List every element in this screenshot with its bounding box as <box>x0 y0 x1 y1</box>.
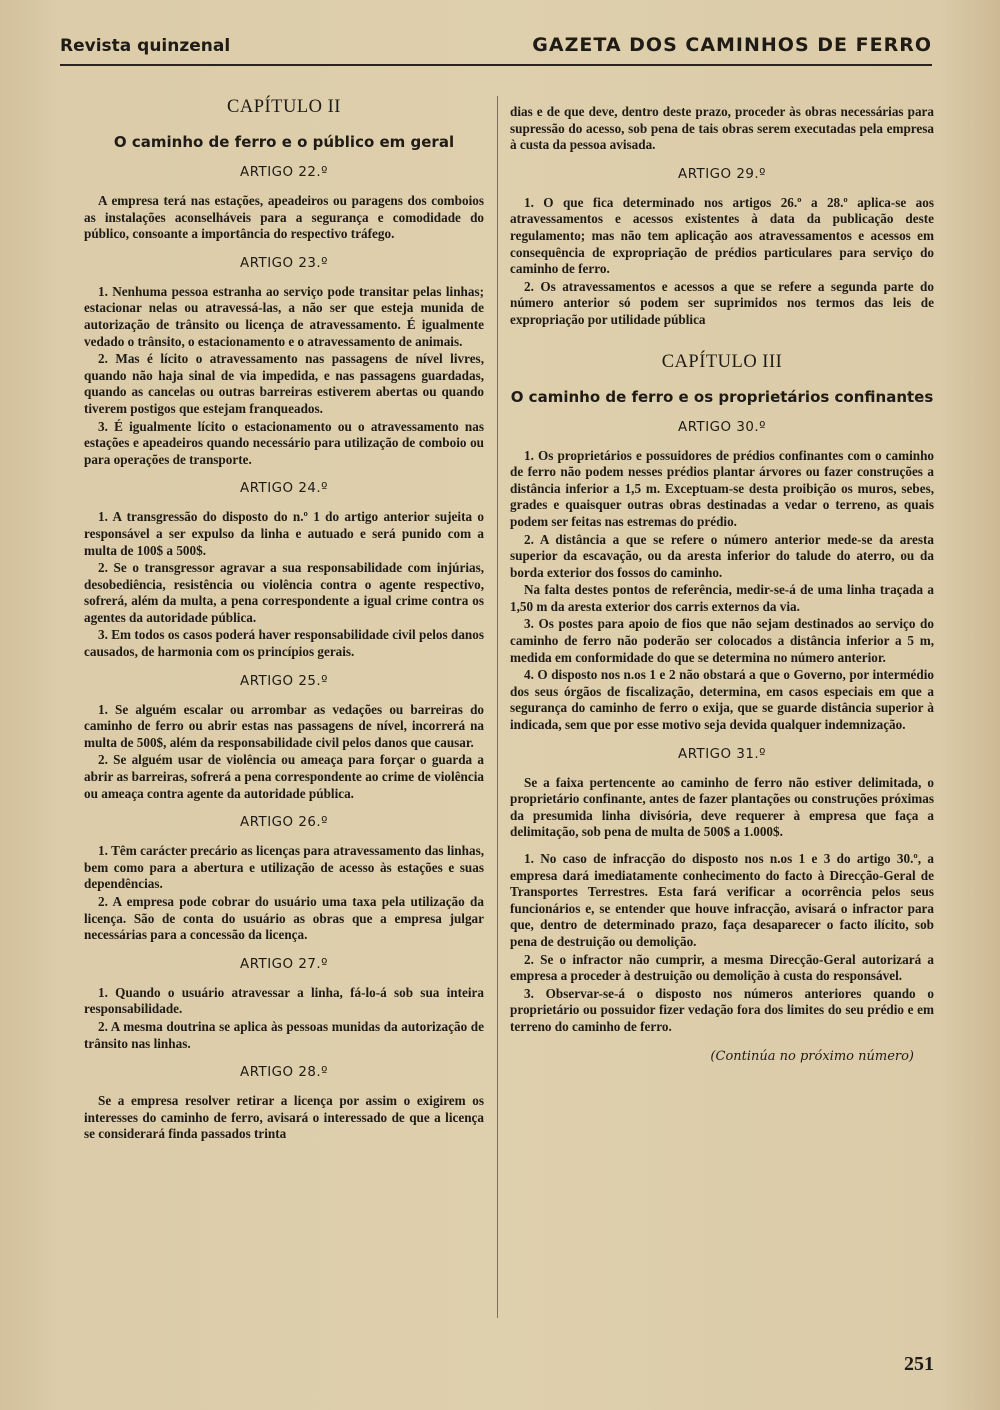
article-paragraph: 3. Em todos os casos poderá haver responsabilidade civil pelos danos causados, de harmonia com os princípios gerais. <box>84 627 484 660</box>
article-title: ARTIGO 26.º <box>240 815 328 831</box>
article-paragraph: 3. Observar-se-á o disposto nos números anteriores quando o proprietário ou possuidor fizer vedação fora dos limites do seu prédio e em terreno do caminho de ferro. <box>510 985 934 1034</box>
article-paragraph: 1. Os proprietários e possuidores de prédios confinantes com o caminho de ferro não podem nesses prédios plantar árvores ou fazer construções a distância inferior a 1,5 m. Exceptuam-se desta proibição os muros, sebes, grades e quaisquer outras obras destinadas a vedar o terreno, as quais podem ser feitas nas estremas do prédio. <box>510 447 934 529</box>
article-paragraph: 2. Se alguém usar de violência ou ameaça para forçar o guarda a abrir as barreiras, sofrerá a pena correspondente ao crime de violência ou ameaça contra agente da autoridade pública. <box>84 752 484 801</box>
article-paragraph: 4. O disposto nos n.os 1 e 2 não obstará a que o Governo, por intermédio dos seus órgãos de fiscalização, determina, em casos especiais em que a segurança do caminho de ferro o exija, que se guarde distância superior à indicada, sem que por esse motivo seja devida qualquer indemnização. <box>510 667 934 733</box>
article-paragraph: 1. O que fica determinado nos artigos 26.º a 28.º aplica-se aos atravessamentos e acessos existentes à data da publicação deste regulamento; mas não tem aplicação aos atravessamentos e acessos em consequência de expropriação de prédios particulares para serviço do caminho de ferro. <box>510 194 934 277</box>
chapter-title: CAPÍTULO III <box>661 351 783 372</box>
publication-title: GAZETA DOS CAMINHOS DE FERRO <box>532 34 932 56</box>
article-paragraph: Se a empresa resolver retirar a licença por assim o exigirem os interesses do caminho de ferro, avisará o interessado de que a licença se considerará finda passados trinta <box>84 1093 484 1142</box>
article-paragraph: 2. Se o infractor não cumprir, a mesma Direcção-Geral autorizará a empresa a proceder à destruição ou demolição à custa do responsável. <box>510 951 934 984</box>
chapter-subtitle: O caminho de ferro e os proprietários confinantes <box>510 387 934 406</box>
article-paragraph: 2. Se o transgressor agravar a sua responsabilidade com injúrias, desobediência, resistência ou violência contra o agente respectivo, sofrerá, além da multa, a pena correspondente a igual crime contra os agentes da autoridade pública. <box>84 560 484 625</box>
column-divider <box>497 96 498 1318</box>
article-title: ARTIGO 28.º <box>240 1065 328 1081</box>
article-paragraph: 1. Nenhuma pessoa estranha ao serviço pode transitar pelas linhas; estacionar nelas ou atravessá-las, a não ser que esteja munida de autorização de trânsito ou licença de atravessamento. É igualmente vedado o trânsito, o estacionamento e o atravessamento de animais. <box>84 283 484 349</box>
article-paragraph: 3. Os postes para apoio de fios que não sejam destinados ao serviço do caminho de ferro não poderão ser colocados a distância inferior a 5 m, medida em conformidade do que se determina no número anterior. <box>510 616 934 665</box>
article-paragraph: A empresa terá nas estações, apeadeiros ou paragens dos comboios as instalações aconselháveis para a segurança e comodidade do público, consoante a importância do respectivo tráfego. <box>84 193 484 242</box>
article-title: ARTIGO 29.º <box>678 166 766 182</box>
running-head <box>60 34 932 66</box>
article-paragraph: dias e de que deve, dentro deste prazo, proceder às obras necessárias para supressão do acesso, sob pena de tais obras serem executadas pela empresa à custa da pessoa avisada. <box>510 104 934 153</box>
article-paragraph: 2. A distância a que se refere o número anterior mede-se da aresta superior da escavação, ou da aresta inferior do talude do aterro, ou da borda exterior dos fossos do caminho. <box>510 531 934 580</box>
continued-note: (Continúa no próximo número) <box>710 1048 914 1064</box>
article-paragraph: Se a faixa pertencente ao caminho de ferro não estiver delimitada, o proprietário confinante, antes de fazer plantações ou construções próximas da presumida linha divisória, deve requerer à empresa que faça a delimitação, sob pena de multa de 500$ a 1.000$. <box>510 774 934 840</box>
article-paragraph: 1. Têm carácter precário as licenças para atravessamento das linhas, bem como para a abertura e utilização de acesso às estações e suas dependências. <box>84 843 484 892</box>
article-paragraph: 2. Mas é lícito o atravessamento nas passagens de nível livres, quando não haja sinal de via impedida, e nas passagens guardadas, quando as cancelas ou outras barreiras estiverem abertas ou quando tiverem postigos que estejam franqueados. <box>84 351 484 416</box>
article-title: ARTIGO 24.º <box>240 481 328 497</box>
article-title: ARTIGO 31.º <box>678 746 766 762</box>
chapter-subtitle: O caminho de ferro e o público em geral <box>113 133 455 151</box>
article-paragraph: 1. Quando o usuário atravessar a linha, fá-lo-á sob sua inteira responsabilidade. <box>84 984 484 1017</box>
article-paragraph: 1. Se alguém escalar ou arrombar as vedações ou barreiras do caminho de ferro ou abrir estas nas passagens de nível, incorrerá na multa de 500$, além da responsabilidade civil pelos danos que causar. <box>84 701 484 750</box>
article-title: ARTIGO 25.º <box>240 673 328 689</box>
article-paragraph: 3. É igualmente lícito o estacionamento ou o atravessamento nas estações e apeadeiros quando necessário para utilização de comboio ou para operações de transporte. <box>84 418 484 467</box>
left-column <box>84 96 484 1143</box>
periodicity-label: Revista quinzenal <box>60 36 231 56</box>
article-paragraph: 2. Os atravessamentos e acessos a que se refere a segunda parte do número anterior só podem ser suprimidos nos termos das leis de expropriação por utilidade pública <box>510 278 934 327</box>
article-title: ARTIGO 23.º <box>240 255 328 271</box>
article-paragraph: Na falta destes pontos de referência, medir-se-á de uma linha traçada a 1,50 m da aresta exterior dos carris externos da via. <box>510 582 934 614</box>
article-title: ARTIGO 22.º <box>240 165 328 180</box>
article-paragraph: 1. No caso de infracção do disposto nos n.os 1 e 3 do artigo 30.º, a empresa dará imediatamente conhecimento do facto à Direcção-Geral de Transportes Terrestres. Esta fará verificar a ocorrência pelos seus funcionários e, se entender que houve infracção, avisará o infractor para que, dentro de determinado prazo, faça desaparecer o facto ilícito, sob pena de destruição ou demolição. <box>510 851 934 949</box>
article-title: ARTIGO 30.º <box>678 419 766 435</box>
page-number: 251 <box>904 1353 934 1375</box>
article-title: ARTIGO 27.º <box>240 956 328 972</box>
article-paragraph: 1. A transgressão do disposto do n.º 1 do artigo anterior sujeita o responsável a ser expulso da linha e autuado e será punido com a multa de 100$ a 500$. <box>84 509 484 558</box>
right-column <box>510 104 934 1065</box>
chapter-title: CAPÍTULO II <box>227 97 341 117</box>
article-paragraph: 2. A mesma doutrina se aplica às pessoas munidas da autorização de trânsito nas linhas. <box>84 1018 484 1051</box>
article-paragraph: 2. A empresa pode cobrar do usuário uma taxa pela utilização da licença. São de conta do usuário as obras que a empresa julgar necessárias para a concessão da licença. <box>84 894 484 943</box>
